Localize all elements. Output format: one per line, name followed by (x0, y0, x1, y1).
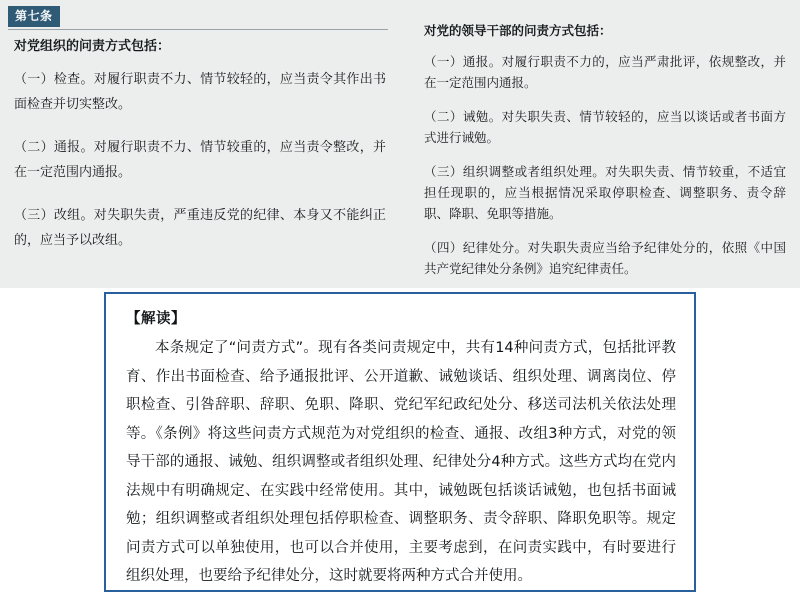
party-leading-cadre-item-4: （四）纪律处分。对失职失责应当给予纪律处分的，依照《中国共产党纪律处分条例》追究纪律责任。 (424, 240, 786, 276)
party-organization-heading: 对党组织的问责方式包括： (14, 39, 171, 54)
interpretation-box (104, 292, 696, 592)
party-leading-cadre-item-3: （三）组织调整或者组织处理。对失职失责、情节较重，不适宜担任现职的，应当根据情况采取停职检查、调整职务、责令辞职、降职、免职等措施。 (424, 164, 786, 221)
party-organization-item-2: （二）通报。对履行职责不力、情节较重的，应当责令整改，并在一定范围内通报。 (14, 140, 386, 180)
interpretation-title: 【解读】 (126, 311, 186, 327)
party-organization-column (14, 38, 386, 271)
party-organization-item-1: （一）检查。对履行职责不力、情节较轻的，应当责令其作出书面检查并切实整改。 (14, 72, 386, 112)
party-organization-item-3: （三）改组。对失职失责，严重违反党的纪律、本身又不能纠正的，应当予以改组。 (14, 208, 386, 248)
article-number-tag: 第七条 (8, 6, 60, 27)
article-provisions-band (0, 0, 800, 288)
party-leading-cadre-column (424, 22, 786, 312)
tag-underline-divider (8, 29, 388, 30)
interpretation-body: 本条规定了“问责方式”。现有各类问责规定中，共有14种问责方式，包括批评教育、作出书面检查、给予通报批评、公开道歉、诫勉谈话、组织处理、调离岗位、停职检查、引咎辞职、辞职、免职、降职、党纪军纪政纪处分、移送司法机关依法处理等。《条例》将这些问责方式规范为对党组织的检查、通报、改组3种方式，对党的领导干部的通报、诫勉、组织调整或者组织处理、纪律处分4种方式。这些方式均在党内法规中有明确规定、在实践中经常使用。其中，诫勉既包括谈话诫勉，也包括书面诫勉；组织调整或者组织处理包括停职检查、调整职务、责令辞职、降职免职等。规定问责方式可以单独使用，也可以合并使用，主要考虑到，在问责实践中，有时要进行组织处理，也要给予纪律处分，这时就要将两种方式合并使用。 (126, 340, 676, 584)
party-leading-cadre-heading: 对党的领导干部的问责方式包括： (424, 23, 612, 38)
party-leading-cadre-item-1: （一）通报。对履行职责不力的，应当严肃批评，依规整改，并在一定范围内通报。 (424, 54, 786, 90)
party-leading-cadre-item-2: （二）诫勉。对失职失责、情节较轻的，应当以谈话或者书面方式进行诫勉。 (424, 109, 786, 145)
